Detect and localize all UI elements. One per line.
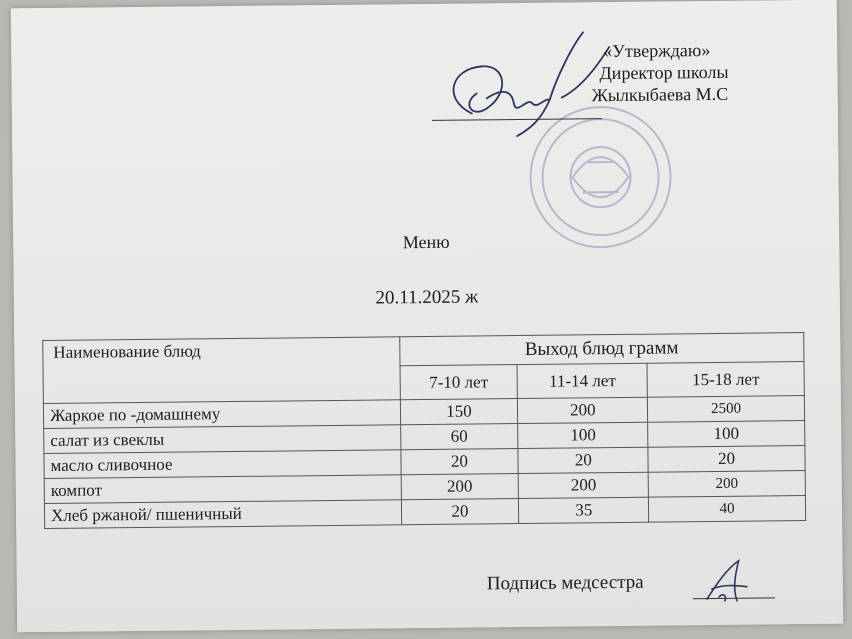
portion-value: 35	[519, 497, 649, 523]
dish-name: Жаркое по -домашнему	[43, 400, 400, 429]
approval-person: Жылкыбаева М.С	[591, 83, 729, 106]
menu-date: 20.11.2025 ж	[375, 286, 479, 309]
portion-value: 200	[648, 471, 805, 498]
dish-name: масло сливочное	[44, 450, 401, 479]
approval-position: Директор школы	[599, 61, 729, 84]
dish-name: компот	[44, 475, 401, 504]
portion-value: 200	[518, 397, 648, 423]
dish-name: Хлеб ржаной/ пшеничный	[44, 500, 401, 529]
portion-value: 20	[400, 449, 518, 475]
age-header-7-10: 7-10 лет	[400, 365, 518, 400]
portion-value: 100	[518, 422, 648, 448]
approval-heading: «Утверждаю»	[603, 40, 711, 62]
director-signature-icon	[431, 27, 612, 139]
page-title: Меню	[402, 231, 450, 253]
portion-value: 150	[400, 399, 518, 425]
nurse-signature-label: Подпись медсестра	[486, 571, 644, 595]
menu-table	[42, 332, 806, 529]
portion-value: 20	[401, 499, 519, 525]
portion-value: 200	[401, 474, 519, 500]
approval-block	[591, 39, 729, 106]
portion-value: 20	[518, 447, 648, 473]
portion-group-header: Выход блюд грамм	[399, 333, 804, 367]
portion-value: 20	[648, 446, 805, 473]
nurse-signature-icon	[697, 559, 757, 605]
portion-value: 60	[400, 424, 518, 450]
portion-value: 40	[649, 496, 806, 523]
portion-value: 2500	[648, 396, 805, 423]
document-sheet	[11, 0, 843, 632]
dish-name: салат из свеклы	[44, 425, 401, 454]
age-header-11-14: 11-14 лет	[517, 364, 647, 399]
age-header-15-18: 15-18 лет	[647, 362, 804, 397]
dish-name-header: Наименование блюд	[43, 337, 400, 404]
portion-value: 200	[519, 472, 649, 498]
portion-value: 100	[648, 421, 805, 448]
